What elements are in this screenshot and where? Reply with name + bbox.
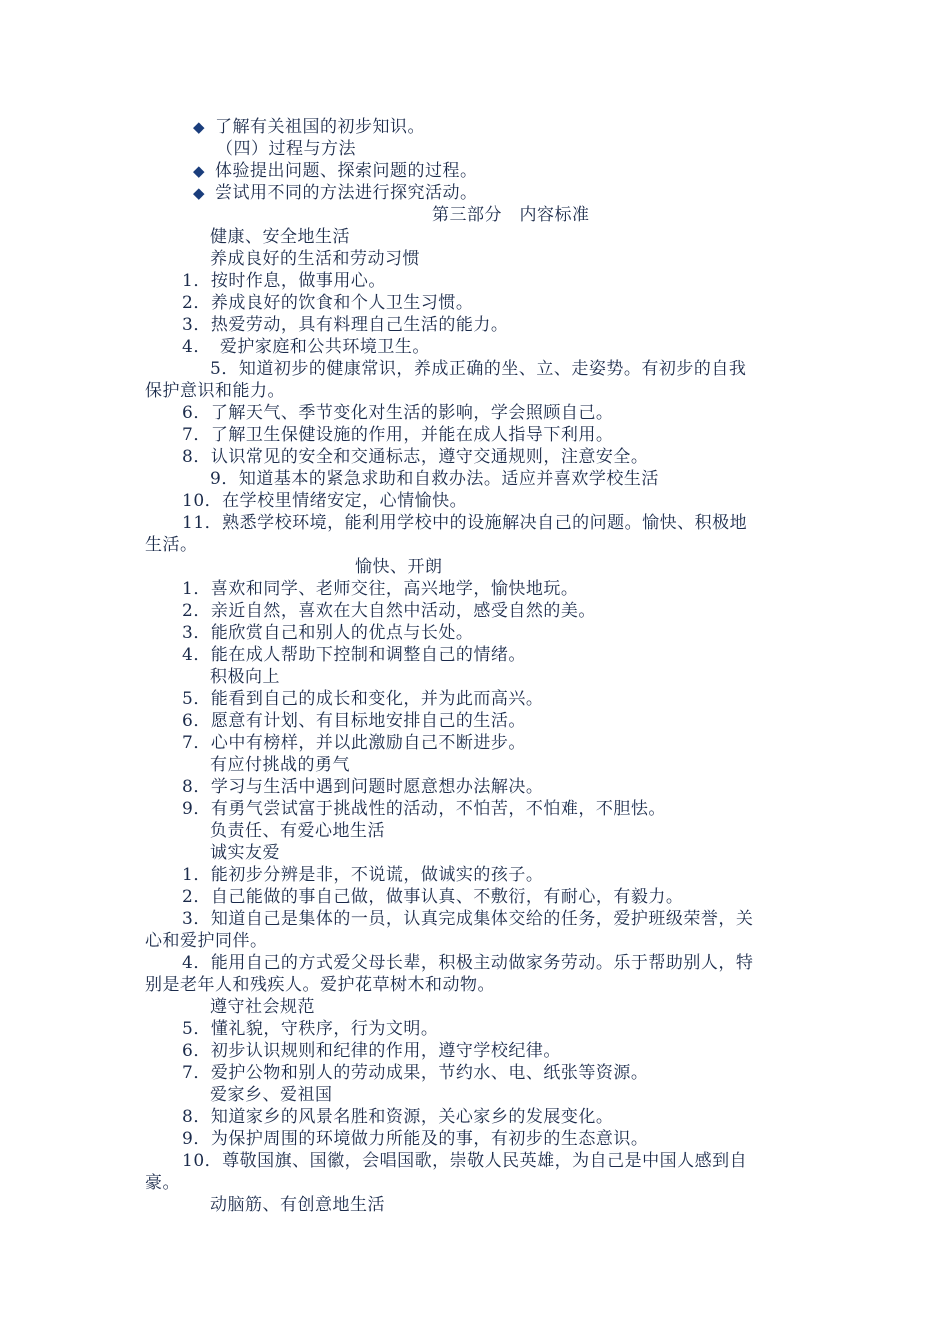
list-item: 7．了解卫生保健设施的作用，并能在成人指导下利用。 [182,425,614,445]
list-item-continuation: 豪。 [145,1173,180,1193]
list-item: 4． 爱护家庭和公共环境卫生。 [182,337,430,357]
list-item: 9．有勇气尝试富于挑战性的活动，不怕苦，不怕难，不胆怯。 [182,799,666,819]
diamond-bullet-icon: ◆ [193,118,206,136]
list-item-continuation: 别是老年人和残疾人。爱护花草树木和动物。 [145,975,495,995]
list-item: 5．懂礼貌，守秩序，行为文明。 [182,1019,439,1039]
list-item: 6．愿意有计划、有目标地安排自己的生活。 [182,711,526,731]
subsection-heading: 诚实友爱 [210,843,280,863]
section-heading: 动脑筋、有创意地生活 [210,1195,385,1215]
list-item: 4．能在成人帮助下控制和调整自己的情绪。 [182,645,526,665]
list-item: 10．在学校里情绪安定，心情愉快。 [182,491,468,511]
subsection-heading: 养成良好的生活和劳动习惯 [210,249,420,269]
list-item: 6．初步认识规则和纪律的作用，遵守学校纪律。 [182,1041,561,1061]
subsection-heading: 有应付挑战的勇气 [210,755,350,775]
subsection-heading: 积极向上 [210,667,280,687]
section-heading: 健康、安全地生活 [210,227,350,247]
list-item: 11．熟悉学校环境，能利用学校中的设施解决自己的问题。愉快、积极地 [182,513,748,533]
list-item: 1．喜欢和同学、老师交往，高兴地学，愉快地玩。 [182,579,579,599]
list-item: 8．知道家乡的风景名胜和资源，关心家乡的发展变化。 [182,1107,614,1127]
list-item: 8．学习与生活中遇到问题时愿意想办法解决。 [182,777,544,797]
list-item: 2．自己能做的事自己做，做事认真、不敷衍，有耐心，有毅力。 [182,887,684,907]
list-item: 3．知道自己是集体的一员，认真完成集体交给的任务，爱护班级荣誉，关 [182,909,754,929]
list-item: 1．能初步分辨是非，不说谎，做诚实的孩子。 [182,865,544,885]
list-item: 9．知道基本的紧急求助和自救办法。适应并喜欢学校生活 [210,469,659,489]
list-item: 6．了解天气、季节变化对生活的影响，学会照顾自己。 [182,403,614,423]
list-item: 10．尊敬国旗、国徽，会唱国歌，崇敬人民英雄，为自己是中国人感到自 [182,1151,748,1171]
list-item: 5．能看到自己的成长和变化，并为此而高兴。 [182,689,544,709]
bullet-item: ◆ 了解有关祖国的初步知识。 [193,117,425,137]
subsection-heading: 爱家乡、爱祖国 [210,1085,333,1105]
diamond-bullet-icon: ◆ [193,162,206,180]
list-item: 7．心中有榜样，并以此激励自己不断进步。 [182,733,526,753]
subsection-heading: 遵守社会规范 [210,997,315,1017]
list-item: 8．认识常见的安全和交通标志，遵守交通规则，注意安全。 [182,447,649,467]
list-item-continuation: 心和爱护同伴。 [145,931,268,951]
list-item: 4．能用自己的方式爱父母长辈，积极主动做家务劳动。乐于帮助别人，特 [182,953,754,973]
list-item: 7．爱护公物和别人的劳动成果，节约水、电、纸张等资源。 [182,1063,649,1083]
section-heading: 愉快、开朗 [355,557,443,577]
list-item-continuation: 保护意识和能力。 [145,381,285,401]
section-heading: 负责任、有爱心地生活 [210,821,385,841]
diamond-bullet-icon: ◆ [193,184,206,202]
list-item: 9．为保护周围的环境做力所能及的事，有初步的生态意识。 [182,1129,649,1149]
bullet-item: ◆ 体验提出问题、探索问题的过程。 [193,161,478,181]
part-heading: 第三部分 内容标准 [432,205,590,225]
list-item: 5．知道初步的健康常识，养成正确的坐、立、走姿势。有初步的自我 [210,359,747,379]
list-item-continuation: 生活。 [145,535,198,555]
bullet-item: ◆ 尝试用不同的方法进行探究活动。 [193,183,478,203]
list-item: 3．热爱劳动，具有料理自己生活的能力。 [182,315,509,335]
list-item: 2．养成良好的饮食和个人卫生习惯。 [182,293,474,313]
list-item: 1．按时作息，做事用心。 [182,271,386,291]
list-item: 2．亲近自然，喜欢在大自然中活动，感受自然的美。 [182,601,596,621]
section-subheading: （四）过程与方法 [216,139,356,159]
list-item: 3．能欣赏自己和别人的优点与长处。 [182,623,474,643]
